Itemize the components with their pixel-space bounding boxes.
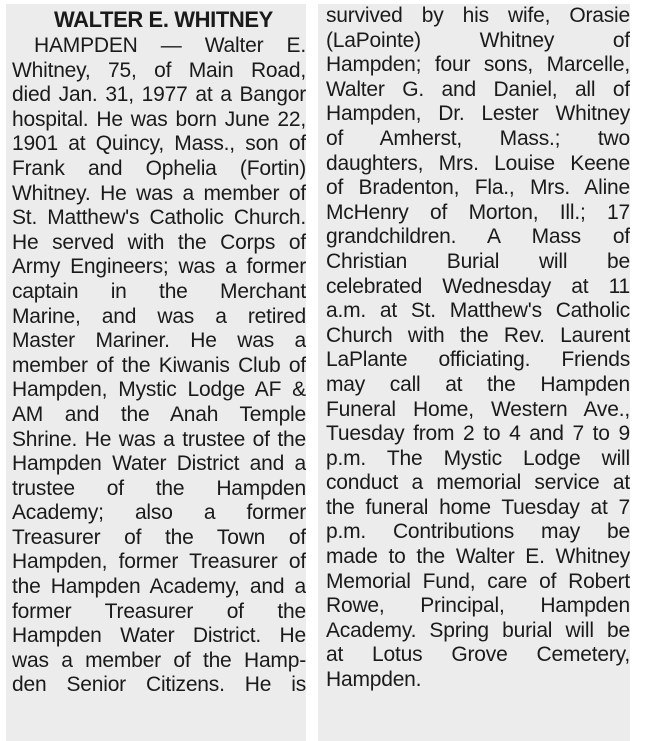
obituary-text-line: Funeral Home, Western Ave., [326, 397, 630, 421]
obituary-text-line: Treasurer of the Town of [12, 525, 306, 549]
obituary-text-line: celebrated Wednesday at 11 [326, 274, 630, 298]
obituary-text-line: grandchildren. A Mass of [326, 225, 630, 249]
obituary-text-line: the Hampden Academy, and a [12, 575, 306, 599]
obituary-text-line: at Lotus Grove Cemetery, [326, 643, 630, 667]
obituary-text-line: Hampden Water District and a [12, 452, 306, 476]
obituary-text-line: Frank and Ophelia (Fortin) [12, 156, 306, 180]
obituary-text-line: conduct a memorial service at [326, 471, 630, 495]
obituary-text-line: AM and the Anah Temple [12, 402, 306, 426]
obituary-text-line: Hampden. [326, 668, 422, 692]
obituary-text-line: Rowe, Principal, Hampden [326, 594, 630, 618]
obituary-text-line: 1901 at Quincy, Mass., son of [12, 132, 306, 156]
obituary-left-column [6, 4, 306, 741]
obituary-text-line: member of the Kiwanis Club of [12, 353, 306, 377]
obituary-text-line: HAMPDEN — Walter E. [34, 34, 306, 57]
obituary-text-line: Shrine. He was a trustee of the [12, 427, 306, 451]
obituary-text-line: Hampden, former Treasurer of [12, 550, 306, 574]
obituary-text-line: Church with the Rev. Laurent [326, 323, 630, 347]
obituary-text-line: captain in the Merchant [12, 279, 306, 303]
obituary-text-line: survived by his wife, Orasie [326, 4, 630, 27]
obituary-text-line: den Senior Citizens. He is [12, 673, 306, 697]
obituary-text-line: hospital. He was born June 22, [12, 107, 306, 131]
obituary-text-line: Memorial Fund, care of Robert [326, 569, 630, 593]
obituary-text-line: former Treasurer of the [12, 599, 306, 623]
obituary-text-line: Whitney. He was a member of [12, 181, 306, 205]
obituary-text-line: McHenry of Morton, Ill.; 17 [326, 200, 630, 224]
obituary-right-column [318, 4, 630, 741]
obituary-text-line: Army Engineers; was a former [12, 255, 306, 279]
obituary-text-line: Academy. Spring burial will be [326, 618, 630, 642]
obituary-headline: WALTER E. WHITNEY [54, 7, 273, 32]
obituary-text-line: made to the Walter E. Whitney [326, 545, 630, 569]
obituary-text-line: the funeral home Tuesday at 7 [326, 495, 630, 519]
obituary-text-line: St. Matthew's Catholic Church. [12, 206, 306, 230]
obituary-text-line: Hampden, Dr. Lester Whitney [326, 102, 630, 126]
obituary-text-line: trustee of the Hampden [12, 476, 306, 500]
obituary-text-line: was a member of the Hamp- [12, 648, 306, 672]
obituary-text-line: of Bradenton, Fla., Mrs. Aline [326, 176, 630, 200]
obituary-text-line: Hampden, Mystic Lodge AF & [12, 378, 306, 402]
obituary-text-line: Christian Burial will be [326, 249, 630, 273]
obituary-text-line: of Amherst, Mass.; two [326, 126, 630, 150]
obituary-text-line: Hampden; four sons, Marcelle, [326, 53, 630, 77]
obituary-text-line: a.m. at St. Matthew's Catholic [326, 299, 630, 323]
obituary-text-line: LaPlante officiating. Friends [326, 348, 630, 372]
obituary-text-line: Tuesday from 2 to 4 and 7 to 9 [326, 422, 630, 446]
obituary-text-line: Academy; also a former [12, 501, 306, 525]
obituary-text-line: Marine, and was a retired [12, 304, 306, 328]
obituary-text-line: may call at the Hampden [326, 372, 630, 396]
obituary-text-line: p.m. The Mystic Lodge will [326, 446, 630, 470]
obituary-text-line: Master Mariner. He was a [12, 329, 306, 353]
obituary-text-line: Whitney, 75, of Main Road, [12, 58, 306, 82]
obituary-text-line: Walter G. and Daniel, all of [326, 77, 630, 101]
obituary-text-line: (LaPointe) Whitney of [326, 28, 630, 52]
obituary-text-line: p.m. Contributions may be [326, 520, 630, 544]
obituary-text-line: died Jan. 31, 1977 at a Bangor [12, 83, 306, 107]
obituary-text-line: daughters, Mrs. Louise Keene [326, 151, 630, 175]
obituary-text-line: He served with the Corps of [12, 230, 306, 254]
obituary-text-line: Hampden Water District. He [12, 624, 306, 648]
